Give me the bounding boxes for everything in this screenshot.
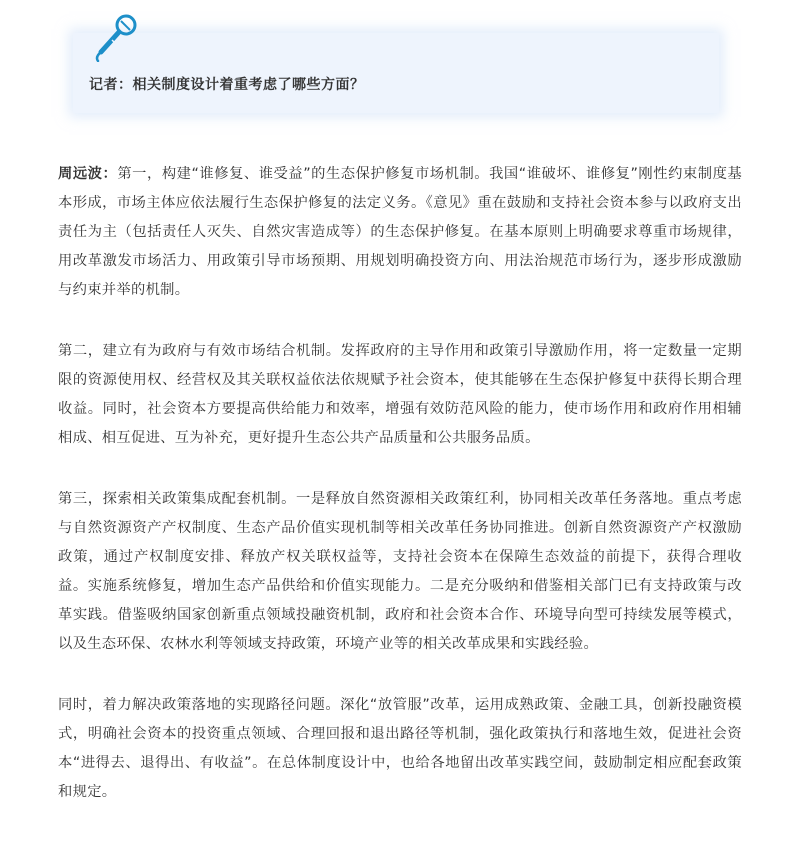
speaker-name: 周远波： — [58, 166, 118, 182]
paragraph-text: 第二，建立有为政府与有效市场结合机制。发挥政府的主导作用和政策引导激励作用，将一定数量一定期限的资源使用权、经营权及其关联权益依法依规赋予社会资本，使其能够在生态保护修复中获得长期合理收益。同时，社会资本方要提高供给能力和效率，增强有效防范风险的能力，使市场作用和政府作用相辅相成、相互促进、互为补充，更好提升生态公共产品质量和公共服务品质。 — [58, 343, 742, 446]
article-body — [58, 160, 742, 807]
microphone-icon — [90, 12, 140, 62]
paragraph-3 — [58, 485, 742, 659]
paragraph-1 — [58, 160, 742, 305]
question-text: 记者：相关制度设计着重考虑了哪些方面？ — [89, 77, 365, 93]
paragraph-2 — [58, 337, 742, 453]
paragraph-text: 第三，探索相关政策集成配套机制。一是释放自然资源相关政策红利，协同相关改革任务落地。重点考虑与自然资源资产产权制度、生态产品价值实现机制等相关改革任务协同推进。创新自然资源资产产权激励政策，通过产权制度安排、释放产权关联权益等，支持社会资本在保障生态效益的前提下，获得合理收益。实施系统修复，增加生态产品供给和价值实现能力。二是充分吸纳和借鉴相关部门已有支持政策与改革实践。借鉴吸纳国家创新重点领域投融资机制，政府和社会资本合作、环境导向型可持续发展等模式，以及生态环保、农林水利等领域支持政策，环境产业等的相关改革成果和实践经验。 — [58, 491, 742, 652]
question-box — [73, 33, 719, 113]
paragraph-4 — [58, 691, 742, 807]
paragraph-text: 第一，构建“谁修复、谁受益”的生态保护修复市场机制。我国“谁破坏、谁修复”刚性约束制度基本形成，市场主体应依法履行生态保护修复的法定义务。《意见》重在鼓励和支持社会资本参与以政府支出责任为主（包括责任人灭失、自然灾害造成等）的生态保护修复。在基本原则上明确要求尊重市场规律，用改革激发市场活力、用政策引导市场预期、用规划明确投资方向、用法治规范市场行为，逐步形成激励与约束并举的机制。 — [58, 166, 743, 298]
paragraph-text: 同时，着力解决政策落地的实现路径问题。深化“放管服”改革，运用成熟政策、金融工具，创新投融资模式，明确社会资本的投资重点领域、合理回报和退出路径等机制，强化政策执行和落地生效，促进社会资本“进得去、退得出、有收益”。在总体制度设计中，也给各地留出改革实践空间，鼓励制定相应配套政策和规定。 — [58, 697, 742, 800]
